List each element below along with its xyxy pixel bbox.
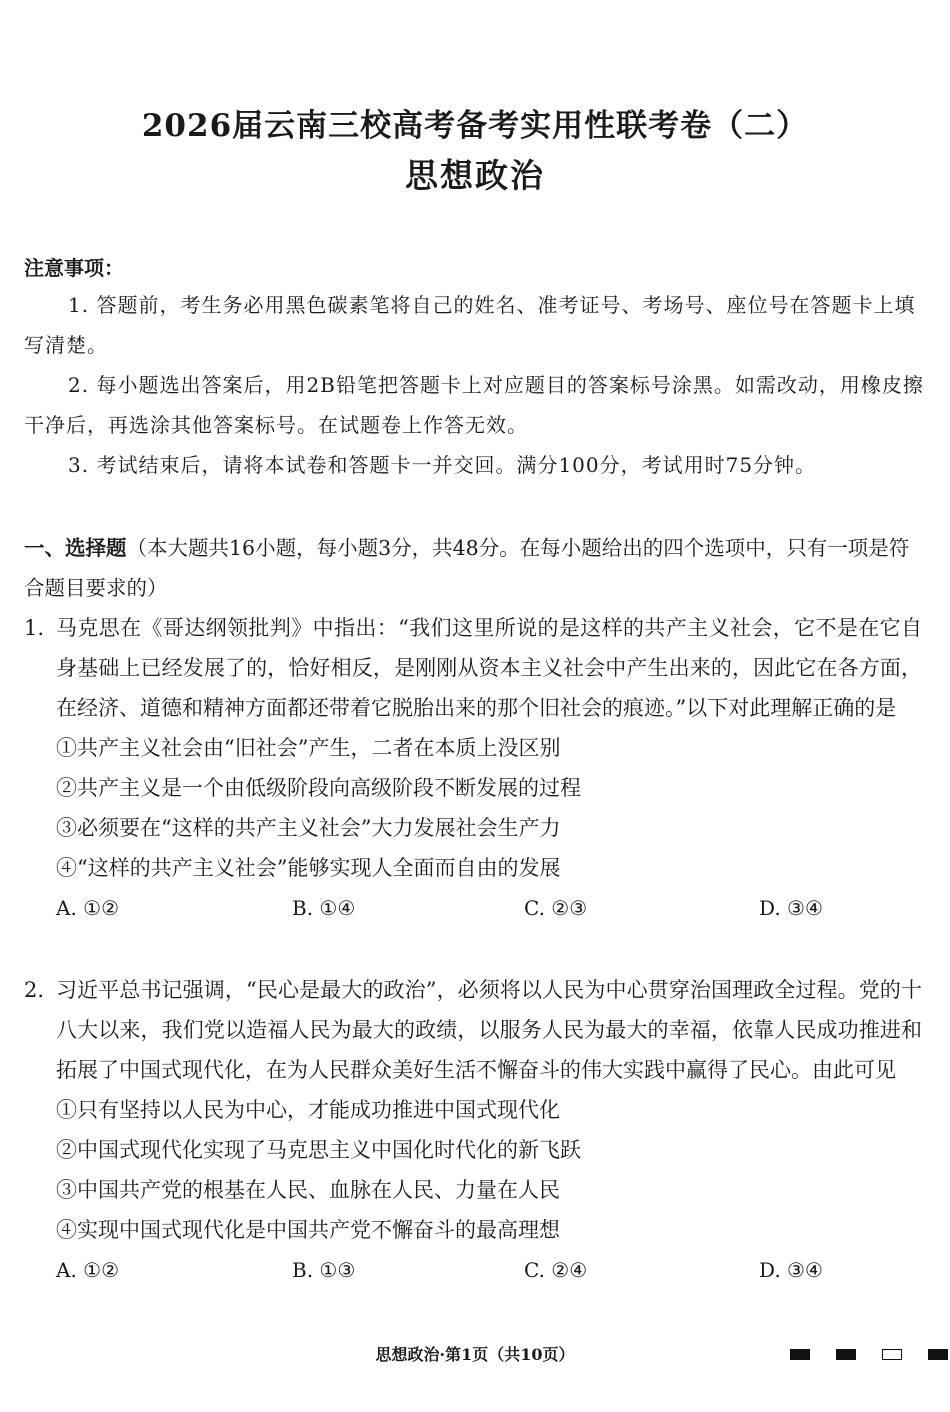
statement-1: ①只有坚持以人民为中心，才能成功推进中国式现代化 — [56, 1098, 560, 1122]
option-d[interactable]: D. ③④ — [759, 896, 823, 920]
option-a[interactable]: A. ①② — [56, 896, 120, 920]
section-lead: 一、选择题 — [24, 536, 127, 560]
question-number: 1. — [24, 616, 45, 640]
question-stem: 马克思在《哥达纲领批判》中指出：“我们这里所说的是这样的共产主义社会，它不是在它自身基础上已经发展了的，恰好相反，是刚刚从资本主义社会中产生出来的，因此它在各方面，在经济、道德和精神方面都还带着它脱胎出来的那个旧社会的痕迹。”以下对此理解正确的是 — [56, 616, 922, 720]
statement-1: ①共产主义社会由“旧社会”产生，二者在本质上没区别 — [56, 736, 561, 760]
statement-2: ②共产主义是一个由低级阶段向高级阶段不断发展的过程 — [56, 776, 581, 800]
statement-2: ②中国式现代化实现了马克思主义中国化时代化的新飞跃 — [56, 1138, 581, 1162]
page-footer: 思想政治·第1页（共10页） — [375, 1345, 575, 1364]
filled-square-icon — [790, 1349, 810, 1360]
option-b[interactable]: B. ①④ — [292, 896, 356, 920]
question-1 — [24, 608, 922, 928]
statement-3: ③中国共产党的根基在人民、血脉在人民、力量在人民 — [56, 1178, 560, 1202]
answer-options — [24, 888, 922, 928]
statement-4: ④实现中国式现代化是中国共产党不懈奋斗的最高理想 — [56, 1218, 560, 1242]
option-c[interactable]: C. ②③ — [524, 896, 588, 920]
answer-options — [24, 1250, 922, 1290]
section-heading — [24, 528, 924, 608]
filled-square-icon — [836, 1349, 856, 1360]
notice-heading: 注意事项： — [24, 256, 124, 280]
section-description: （本大题共16小题，每小题3分，共48分。在每小题给出的四个选项中，只有一项是符合题目要求的） — [24, 536, 910, 600]
statement-4: ④“这样的共产主义社会”能够实现人全面而自由的发展 — [56, 856, 561, 880]
question-stem: 习近平总书记强调，“民心是最大的政治”，必须将以人民为中心贯穿治国理政全过程。党的十八大以来，我们党以造福人民为最大的政绩，以服务人民为最大的幸福，依靠人民成功推进和拓展了中国式现代化，在为人民群众美好生活不懈奋斗的伟大实践中赢得了民心。由此可见 — [56, 978, 922, 1082]
hollow-square-icon — [882, 1349, 902, 1360]
question-2 — [24, 970, 922, 1290]
option-c[interactable]: C. ②④ — [524, 1258, 588, 1282]
exam-title: 2026届云南三校高考备考实用性联考卷（二） — [141, 108, 809, 144]
notice-item-2: 2. 每小题选出答案后，用2B铅笔把答题卡上对应题目的答案标号涂黑。如需改动，用橡皮擦干净后，再选涂其他答案标号。在试题卷上作答无效。 — [24, 373, 924, 437]
notice-item-3: 3. 考试结束后，请将本试卷和答题卡一并交回。满分100分，考试用时75分钟。 — [68, 453, 817, 477]
subject-title: 思想政治 — [405, 156, 545, 195]
notice-item-1: 1. 答题前，考生务必用黑色碳素笔将自己的姓名、准考证号、考场号、座位号在答题卡上填写清楚。 — [24, 293, 916, 357]
option-d[interactable]: D. ③④ — [759, 1258, 823, 1282]
statement-3: ③必须要在“这样的共产主义社会”大力发展社会生产力 — [56, 816, 561, 840]
option-b[interactable]: B. ①③ — [292, 1258, 356, 1282]
option-a[interactable]: A. ①② — [56, 1258, 120, 1282]
question-number: 2. — [24, 978, 45, 1002]
filled-square-icon — [928, 1349, 948, 1360]
